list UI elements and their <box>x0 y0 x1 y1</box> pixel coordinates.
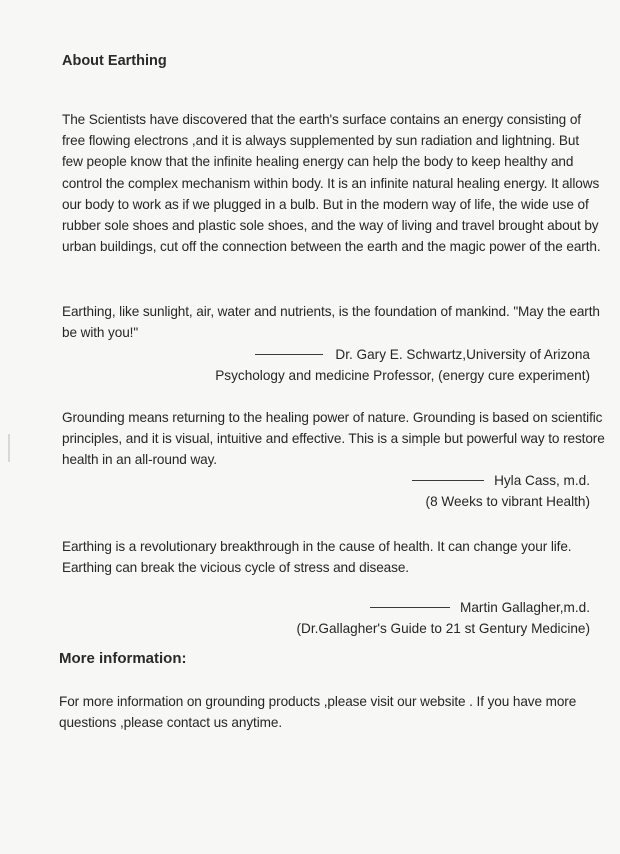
quote-gallagher-author: Martin Gallagher,m.d. <box>460 600 590 615</box>
quote-schwartz-affiliation: Psychology and medicine Professor, (energy cure experiment) <box>215 368 590 384</box>
more-information-paragraph: For more information on grounding products ,please visit our website . If you have more questions ,please contact us anytime. <box>59 694 577 731</box>
attribution-dash <box>255 354 323 355</box>
about-earthing-paragraph: The Scientists have discovered that the earth's surface contains an energy consisting of free flowing electrons ,and it is always supplemented by sun radiation and lightning. But few people know that the infinite healing energy can help the body to keep healthy and control the complex mechanism within body. It is an infinite natural healing energy. It allows our body to work as if we plugged in a bulb. But in the modern way of life, the wide use of rubber sole shoes and plastic sole shoes, and the way of living and travel brought about by urban buildings, cut off the connection between the earth and the magic power of the earth. <box>62 112 601 255</box>
scan-artifact <box>8 434 10 462</box>
quote-gallagher-attribution <box>297 597 590 639</box>
quote-cass-source: (8 Weeks to vibrant Health) <box>425 494 590 510</box>
quote-schwartz-attribution <box>215 344 590 386</box>
quote-gallagher-source: (Dr.Gallagher's Guide to 21 st Gentury Medicine) <box>296 621 590 637</box>
about-earthing-heading: About Earthing <box>62 53 167 69</box>
quote-cass-author: Hyla Cass, m.d. <box>494 473 590 488</box>
quote-cass-attribution <box>412 470 590 512</box>
quote-gallagher-text: Earthing is a revolutionary breakthrough in the cause of health. It can change your life. Earthing can break the vicious cycle of stress and disease. <box>62 539 572 576</box>
quote-schwartz-author: Dr. Gary E. Schwartz,University of Arizona <box>335 347 590 362</box>
quote-cass-text: Grounding means returning to the healing power of nature. Grounding is based on scientific principles, and it is visual, intuitive and effective. This is a simple but powerful way to restore health in an all-round way. <box>62 410 605 468</box>
more-information-heading: More information: <box>59 650 187 667</box>
attribution-dash <box>412 480 484 481</box>
quote-schwartz-text: Earthing, like sunlight, air, water and nutrients, is the foundation of mankind. "May the earth be with you!" <box>62 304 600 341</box>
attribution-dash <box>370 607 450 608</box>
